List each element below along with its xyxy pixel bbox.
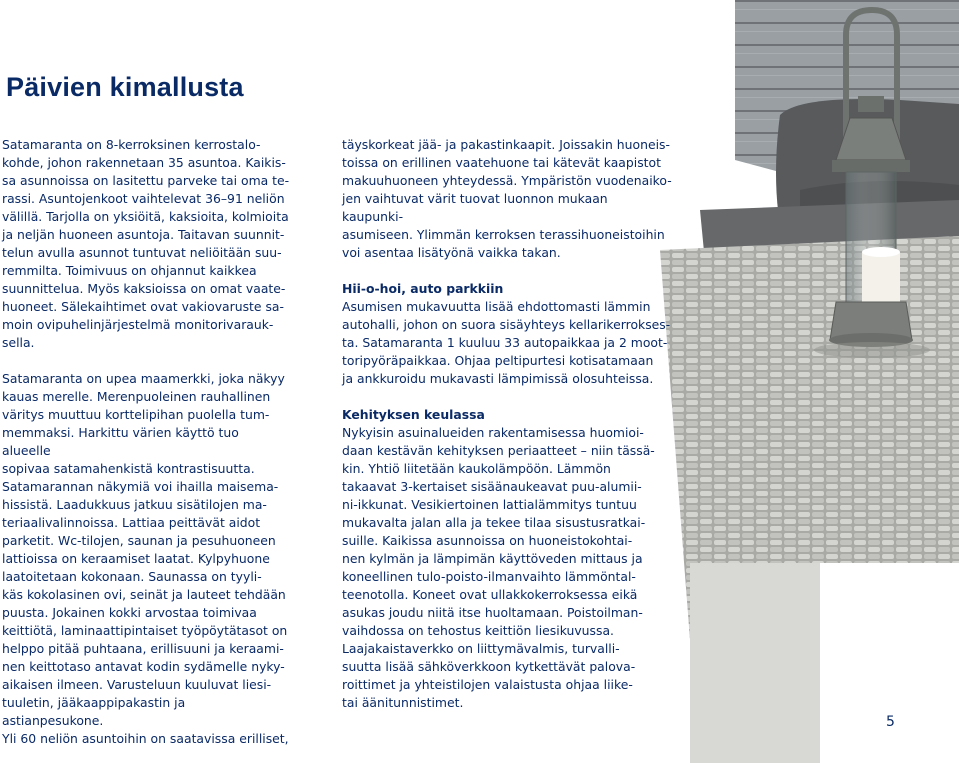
left-text-column [2, 136, 290, 748]
page-title: Päivien kimallusta [6, 72, 244, 102]
paragraph: Satamaranta on upea maamerkki, joka näkyy kauas merelle. Merenpuoleinen rauhallinen väritys muuttuu korttelipihan puolella tum- memmaksi. Harkittu värien käyttö tuo alueelle sopivaa satamahenkistä kontrastisuutta. Satamarannan näkymiä voi ihailla maisema- hissistä. Laadukkuus jatkuu sisätilojen ma- teriaalivalinnoissa. Lattiaa peittävät aidot parketit. Wc-tilojen, saunan ja pesuhuoneen lattioissa on keraamiset laatat. Kylpyhuone laatoitetaan kokonaan. Saunassa on tyyli- käs kokolasinen ovi, seinät ja lauteet tehdään puusta. Jokainen kokki arvostaa toimivaa keittiötä, laminaattipintaiset työpöytätasot on helppo pitää puhtaana, erillisuuni ja keraami- nen keittotaso antavat kodin sydämelle nyky- aikaisen ilmeen. Varusteluun kuuluvat liesi- tuuletin, jääkaappipakastin ja astianpesukone. Yli 60 neliön asuntoihin on saatavissa erilliset, [2, 371, 289, 746]
section-heading: Kehityksen keulassa [342, 407, 485, 422]
paragraph: Asumisen mukavuutta lisää ehdottomasti lämmin autohalli, johon on suora sisäyhteys kellarikerrokses- ta. Satamaranta 1 kuuluu 33 autopaikkaa ja 2 moot- toripyöräpaikkaa. Ohjaa peltipurtesi kotisatamaan ja ankkuroidu mukavasti lämpimissä olosuhteissa. [342, 299, 671, 386]
paragraph: Satamaranta on 8-kerroksinen kerrostalo- kohde, johon rakennetaan 35 asuntoa. Kaikis- sa asunnoissa on lasitettu parveke tai oma te- rassi. Asuntojenkoot vaihtelevat 36–91 neliön välillä. Tarjolla on yksiöitä, kaksioita, kolmioita ja neljän huoneen asuntoja. Taitavan suunnit- telun avulla asunnot tuntuvat neliöitään suu- remmilta. Toimivuus on ohjannut kaikkea suunnittelua. Myös kaksioissa on omat vaate- huoneet. Sälekaihtimet ovat vakiovaruste sa- moin ovipuhelinjärjestelmä monitorivarauk- sella. [2, 137, 290, 350]
paragraph: Nykyisin asuinalueiden rakentamisessa huomioi- daan kestävän kehityksen periaatteet – niin tässä- kin. Yhtiö liitetään kaukolämpöön. Lämmön takaavat 3-kertaiset sisäänaukeavat puu-alumii- ni-ikkunat. Vesikiertoinen lattialämmitys tuntuu mukavalta jalan alla ja tekee tilaa sisustusratkai- suille. Kaikissa asunnoissa on huoneistokohtai- nen kylmän ja lämpimän käyttöveden mittaus ja koneellinen tulo-poisto-ilmanvaihto lämmöntal- teenotolla. Koneet ovat ullakkokerroksessa eikä asukas joudu niitä itse huoltamaan. Poistoilman- vaihdossa on tehostus keittiön liesikuvussa. Laajakaistaverkko on liittymävalmis, turvalli- suutta lisää sähköverkkoon kytkettävät palova- roittimet ja yhteistilojen valaistusta ohjaa liike- tai äänitunnistimet. [342, 425, 655, 710]
right-text-column [342, 136, 672, 712]
paragraph: täyskorkeat jää- ja pakastinkaapit. Joissakin huoneis- toissa on erillinen vaatehuone tai kätevät kaapistot makuuhuoneen yhteydessä. Ympäristön vuodenaiko- jen vaihtuvat värit tuovat luonnon mukaan kaupunki- asumiseen. Ylimmän kerroksen terassihuoneistoihin voi asentaa lisätyönä vaikka takan. [342, 137, 672, 260]
page-number: 5 [886, 714, 895, 730]
section-heading: Hii-o-hoi, auto parkkiin [342, 281, 504, 296]
